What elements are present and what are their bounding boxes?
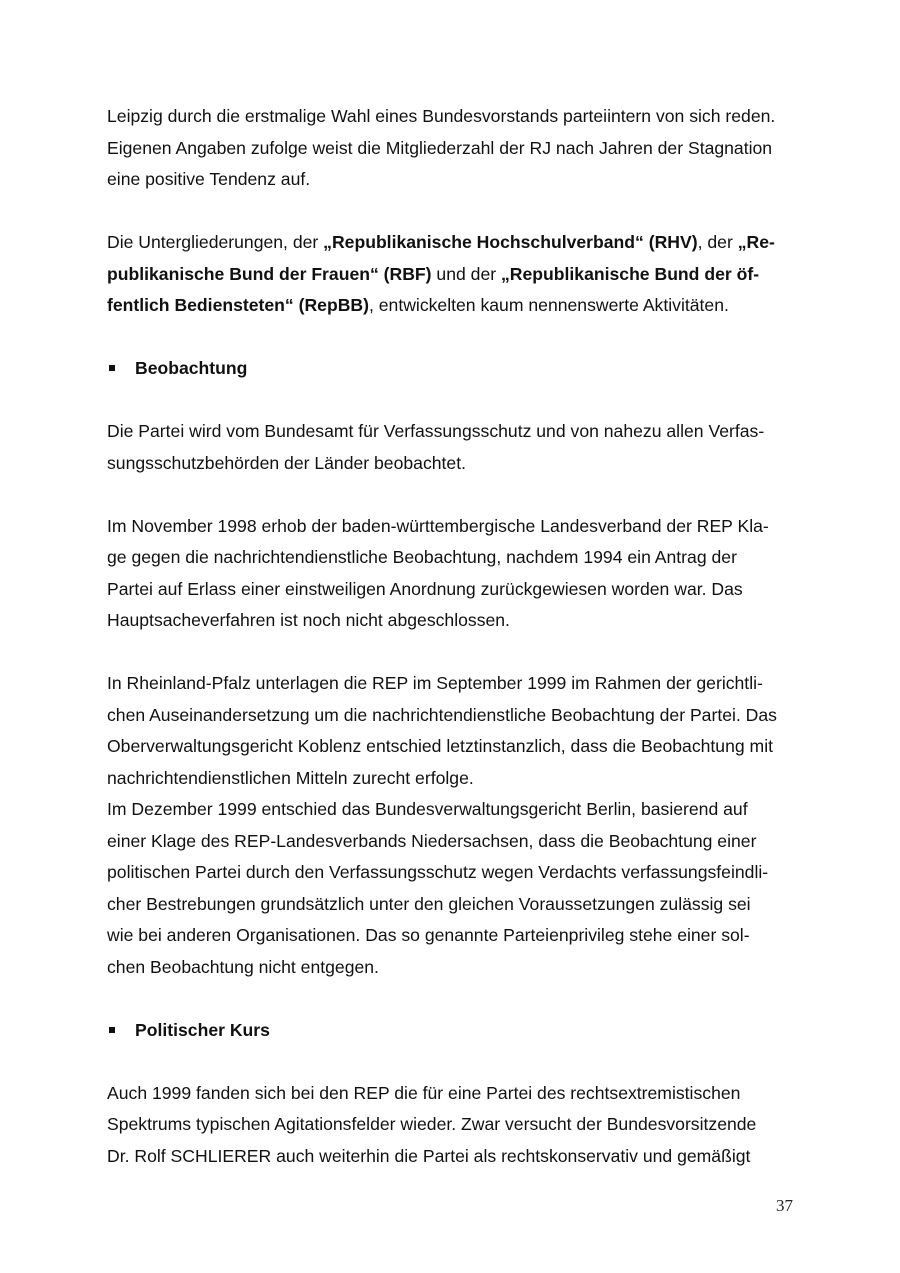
heading-text: Politischer Kurs — [135, 1019, 270, 1040]
text-run: , der — [697, 232, 738, 252]
text-line: chen Beobachtung nicht entgegen. — [107, 956, 379, 977]
text-line: cher Bestrebungen grundsätzlich unter den gleichen Voraussetzungen zulässig sei — [107, 893, 751, 914]
square-bullet-icon — [109, 365, 115, 371]
text-line — [107, 227, 807, 259]
text-line: Im November 1998 erhob der baden-württembergische Landesverband der REP Kla- — [107, 515, 769, 536]
paragraph-court-decisions-1999 — [107, 668, 807, 983]
text-line: Eigenen Angaben zufolge weist die Mitgliederzahl der RJ nach Jahren der Stagnation — [107, 137, 773, 158]
text-line — [107, 290, 807, 322]
text-line: Dr. Rolf SCHLIERER auch weiterhin die Partei als rechtskonservativ und gemäßigt — [107, 1145, 751, 1166]
text-line: Hauptsacheverfahren ist noch nicht abgeschlossen. — [107, 610, 510, 630]
text-run: Die Untergliederungen, der — [107, 232, 324, 252]
paragraph-gap — [107, 479, 807, 511]
paragraph-rj-membership — [107, 101, 807, 196]
text-run: , entwickelten kaum nennenswerte Aktivitäten. — [368, 295, 729, 315]
text-line: ge gegen die nachrichtendienstliche Beobachtung, nachdem 1994 ein Antrag der — [107, 547, 737, 567]
text-line: sungsschutzbehörden der Länder beobachtet. — [107, 452, 466, 473]
paragraph-gap — [107, 322, 807, 354]
text-line: einer Klage des REP-Landesverbands Niedersachsen, dass die Beobachtung einer — [107, 830, 757, 851]
paragraph-gap — [107, 1046, 807, 1078]
paragraph-gap — [107, 637, 807, 669]
paragraph-gap — [107, 385, 807, 417]
org-name-rbf-start: „Re- — [737, 232, 775, 252]
text-line: Partei auf Erlass einer einstweiligen Anordnung zurückgewiesen worden war. Das — [107, 578, 743, 599]
square-bullet-icon — [109, 1027, 115, 1033]
document-page — [107, 101, 807, 1172]
text-line: politischen Partei durch den Verfassungsschutz wegen Verdachts verfassungsfeindli- — [107, 862, 769, 882]
text-line: Auch 1999 fanden sich bei den REP die für eine Partei des rechtsextremistischen — [107, 1082, 741, 1103]
text-line: wie bei anderen Organisationen. Das so genannte Parteienprivileg stehe einer sol- — [107, 925, 750, 945]
org-name-rbf-end: publikanische Bund der Frauen“ (RBF) — [107, 263, 432, 284]
text-line: Die Partei wird vom Bundesamt für Verfassungsschutz und von nahezu allen Verfas- — [107, 421, 765, 441]
page-number: 37 — [776, 1196, 793, 1215]
heading-text: Beobachtung — [135, 358, 248, 378]
text-line: Im Dezember 1999 entschied das Bundesverwaltungsgericht Berlin, basierend auf — [107, 799, 748, 819]
paragraph-lawsuit-1998 — [107, 511, 807, 637]
text-line: Oberverwaltungsgericht Koblenz entschied letztinstanzlich, dass die Beobachtung mit — [107, 736, 774, 756]
paragraph-observation — [107, 416, 807, 479]
paragraph-gap — [107, 983, 807, 1015]
section-heading-politischer-kurs — [107, 1015, 807, 1047]
paragraph-gap — [107, 196, 807, 228]
org-name-repbb-end: fentlich Bediensteten“ (RepBB) — [107, 295, 369, 315]
text-line: In Rheinland-Pfalz unterlagen die REP im September 1999 im Rahmen der gerichtli- — [107, 673, 763, 693]
org-name-rhv: „Republikanische Hochschulverband“ (RHV) — [323, 232, 698, 252]
text-line: chen Auseinandersetzung um die nachrichtendienstliche Beobachtung der Partei. Das — [107, 704, 777, 725]
text-line: Leipzig durch die erstmalige Wahl eines Bundesvorstands parteiintern von sich reden. — [107, 106, 776, 126]
text-line: Spektrums typischen Agitationsfelder wieder. Zwar versucht der Bundesvorsitzende — [107, 1114, 757, 1134]
paragraph-political-course — [107, 1078, 807, 1173]
text-line — [107, 259, 807, 291]
text-run: und der — [431, 263, 501, 284]
section-heading-beobachtung — [107, 353, 807, 385]
text-line: nachrichtendienstlichen Mitteln zurecht erfolge. — [107, 767, 474, 788]
org-name-repbb-start: „Republikanische Bund der öf- — [500, 263, 760, 284]
text-line: eine positive Tendenz auf. — [107, 169, 311, 189]
paragraph-subdivisions — [107, 227, 807, 322]
